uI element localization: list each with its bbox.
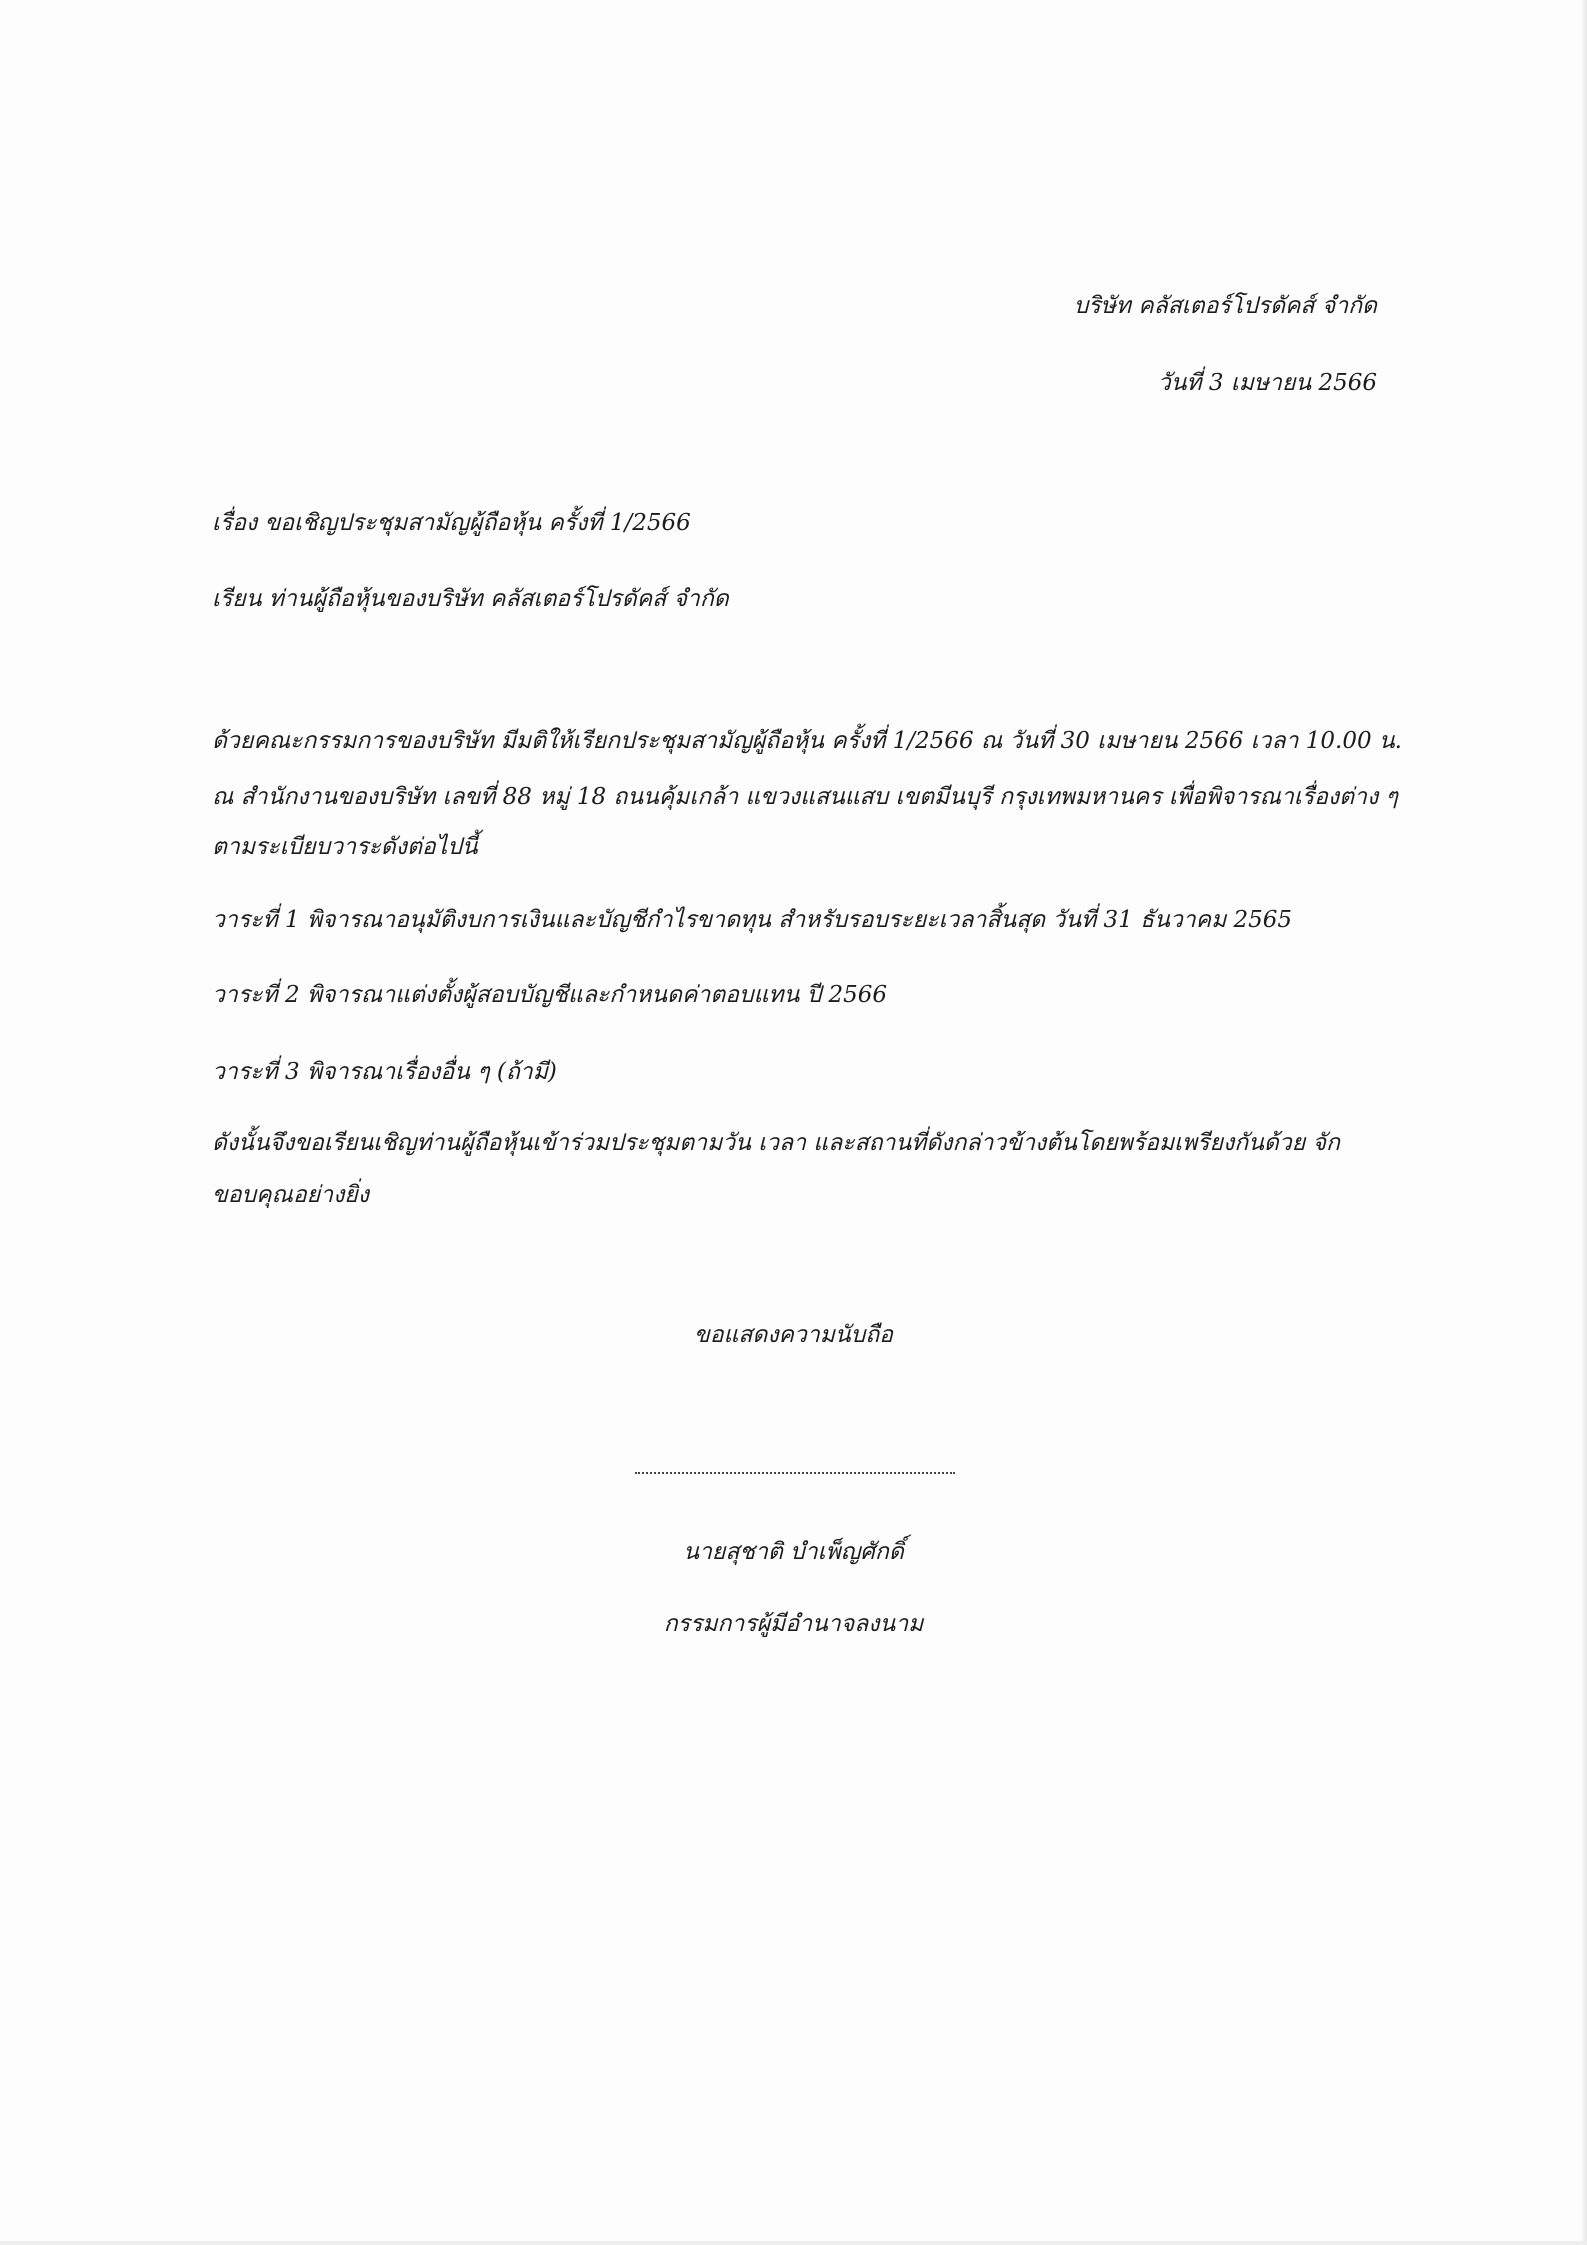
company-name: บริษัท คลัสเตอร์โปรดัคส์ จำกัด bbox=[1073, 293, 1377, 319]
subject-line: เรื่อง ขอเชิญประชุมสามัญผู้ถือหุ้น ครั้งที่ 1/2566 bbox=[212, 510, 691, 536]
scan-edge-shadow bbox=[1581, 0, 1587, 2245]
agenda-item-1: วาระที่ 1 พิจารณาอนุมัติงบการเงินและบัญชีกำไรขาดทุน สำหรับรอบระยะเวลาสิ้นสุด วันที่ 31 ธันวาคม 2565 bbox=[212, 907, 1293, 933]
signer-name: นายสุชาติ บำเพ็ญศักดิ์ bbox=[683, 1539, 904, 1565]
scan-edge-bottom bbox=[0, 2241, 1587, 2245]
salutation: ขอแสดงความนับถือ bbox=[693, 1322, 893, 1348]
closing-line-2: ขอบคุณอย่างยิ่ง bbox=[212, 1182, 370, 1208]
intro-line-2: ณ สำนักงานของบริษัท เลขที่ 88 หมู่ 18 ถนนคุ้มเกล้า แขวงแสนแสบ เขตมีนบุรี กรุงเทพมหานคร เพื่อพิจารณาเรื่องต่าง ๆ bbox=[212, 784, 1398, 810]
agenda-item-3: วาระที่ 3 พิจารณาเรื่องอื่น ๆ (ถ้ามี) bbox=[212, 1059, 557, 1085]
letter-date: วันที่ 3 เมษายน 2566 bbox=[1157, 370, 1377, 396]
signature-dotted-line bbox=[635, 1472, 955, 1474]
intro-line-3: ตามระเบียบวาระดังต่อไปนี้ bbox=[212, 834, 478, 860]
addressee-line: เรียน ท่านผู้ถือหุ้นของบริษัท คลัสเตอร์โปรดัคส์ จำกัด bbox=[212, 586, 729, 612]
agenda-item-2: วาระที่ 2 พิจารณาแต่งตั้งผู้สอบบัญชีและกำหนดค่าตอบแทน ปี 2566 bbox=[212, 982, 888, 1008]
signer-title: กรรมการผู้มีอำนาจลงนาม bbox=[663, 1611, 924, 1637]
closing-line-1: ดังนั้นจึงขอเรียนเชิญท่านผู้ถือหุ้นเข้าร่วมประชุมตามวัน เวลา และสถานที่ดังกล่าวข้างต้นโดยพร้อมเพรียงกันด้วย จัก bbox=[212, 1130, 1340, 1156]
intro-line-1: ด้วยคณะกรรมการของบริษัท มีมติให้เรียกประชุมสามัญผู้ถือหุ้น ครั้งที่ 1/2566 ณ วันที่ 30 เมษายน 2566 เวลา 10.00 น. bbox=[212, 728, 1402, 754]
